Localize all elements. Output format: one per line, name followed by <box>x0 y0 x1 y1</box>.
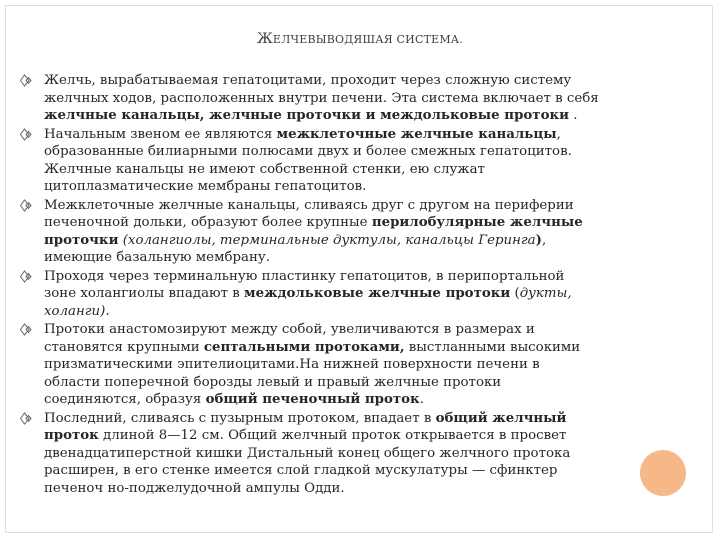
bullet-item <box>20 321 714 409</box>
bullet-line <box>44 428 566 443</box>
bullet-line <box>44 269 564 284</box>
text-run: Желчные канальцы не имеют собственной стенки, ею служат <box>44 161 485 177</box>
bullet-line <box>44 375 501 390</box>
bullet-line <box>44 304 110 319</box>
bold-term: проточки <box>44 231 119 248</box>
bullet-item <box>20 72 714 125</box>
bullet-line <box>44 481 345 496</box>
text-run: , <box>556 126 561 142</box>
bullet-line <box>44 411 566 426</box>
text-run: печеноч но-поджелудочной ампулы Одди. <box>44 480 345 496</box>
bullet-line <box>44 357 540 372</box>
diamond-bullet-icon <box>20 126 38 143</box>
text-run: имеющие базальную мембрану. <box>44 250 270 265</box>
diamond-bullet-icon <box>20 321 38 338</box>
bold-term: желчные канальцы, желчные проточки и междольковые протоки <box>44 107 570 123</box>
text-run: зоне холангиолы впадают в <box>44 286 245 301</box>
text-run: призматическими эпителиоцитами.На нижней поверхности печени в <box>44 357 540 372</box>
bullet-line <box>44 340 580 355</box>
text-run: . <box>569 108 578 123</box>
text-run: Протоки анастомозируют между собой, увеличиваются в размерах и <box>44 322 535 337</box>
text-run: ( <box>510 286 520 301</box>
text-run: . <box>419 392 424 407</box>
bullet-line <box>44 179 366 194</box>
bold-term: междольковые желчные протоки <box>244 285 511 301</box>
diamond-bullet-icon <box>20 268 38 285</box>
bullet-line <box>44 392 424 407</box>
bullet-item <box>20 410 714 498</box>
slide-title <box>0 31 720 47</box>
bold-term: межклеточные желчные канальцы <box>276 125 557 142</box>
text-run: Межклеточные желчные канальцы, сливаясь друг с другом на периферии <box>44 197 574 213</box>
bullet-line <box>44 215 583 230</box>
diamond-bullet-icon <box>20 72 38 89</box>
bullet-item <box>20 268 714 321</box>
text-run: двенадцатиперстной кишки Дистальный конец общего желчного протока <box>44 445 571 461</box>
diamond-bullet-icon <box>20 197 38 214</box>
italic-term: дукты, <box>519 286 572 301</box>
bold-term: септальными протоками, <box>203 338 405 355</box>
bullet-line <box>44 250 270 265</box>
text-run: Последний, сливаясь с пузырным протоком, впадает в <box>44 410 436 426</box>
bullet-line <box>44 322 535 337</box>
bullet-list <box>20 72 714 498</box>
text-run: Начальным звеном ее являются <box>44 126 277 142</box>
bold-term: общий желчный <box>435 409 567 426</box>
italic-term: холанги). <box>44 303 110 319</box>
diamond-bullet-icon <box>20 410 38 427</box>
bullet-line <box>44 463 557 478</box>
bullet-item <box>20 126 714 196</box>
bullet-line <box>44 446 570 461</box>
decorative-circle <box>640 450 686 496</box>
text-run: образованные билиарными полюсами двух и более смежных гепатоцитов. <box>44 144 572 159</box>
text-run: печеночной дольки, образуют более крупные <box>44 215 372 230</box>
bullet-item <box>20 197 714 267</box>
bullet-line <box>44 286 572 301</box>
text-run: выстланными высокими <box>404 339 581 355</box>
bullet-line <box>44 127 561 142</box>
bullet-line <box>44 108 578 123</box>
bold-term: перилобулярные желчные <box>371 214 583 230</box>
text-run: Желчь, вырабатываемая гепатоцитами, проходит через сложную систему <box>44 73 572 88</box>
text-run: длиной 8—12 см. Общий желчный проток открывается в просвет <box>98 428 567 443</box>
text-run: становятся крупными <box>44 339 204 355</box>
italic-term: (холангиолы, терминальные дуктулы, канальцы Геринга <box>118 232 536 248</box>
title-rest: ЕЛЧЕВЫВОДЯШАЯ СИСТЕМА. <box>272 33 464 46</box>
bold-term: проток <box>44 427 99 443</box>
text-run: Проходя через терминальную пластинку гепатоцитов, в перипортальной <box>44 268 565 284</box>
bold-term: общий печеночный проток <box>205 391 420 407</box>
text-run: расширен, в его стенке имеется слой гладкой мускулатуры — сфинктер <box>44 463 558 478</box>
text-run: желчных ходов, расположенных внутри печени. Эта система включает в себя <box>44 90 599 106</box>
bullet-line <box>44 233 546 248</box>
text-run: соединяются, образуя <box>44 392 206 407</box>
bold-term: ) <box>535 231 542 248</box>
bullet-line <box>44 144 572 159</box>
text-run: цитоплазматические мембраны гепатоцитов. <box>44 179 367 194</box>
title-first-letter: Ж <box>256 31 273 47</box>
bullet-line <box>44 198 574 213</box>
bullet-line <box>44 162 485 177</box>
bullet-line <box>44 73 571 88</box>
text-run: , <box>541 232 547 248</box>
text-run: области поперечной борозды левый и правый желчные протоки <box>44 374 502 390</box>
bullet-line <box>44 91 599 106</box>
